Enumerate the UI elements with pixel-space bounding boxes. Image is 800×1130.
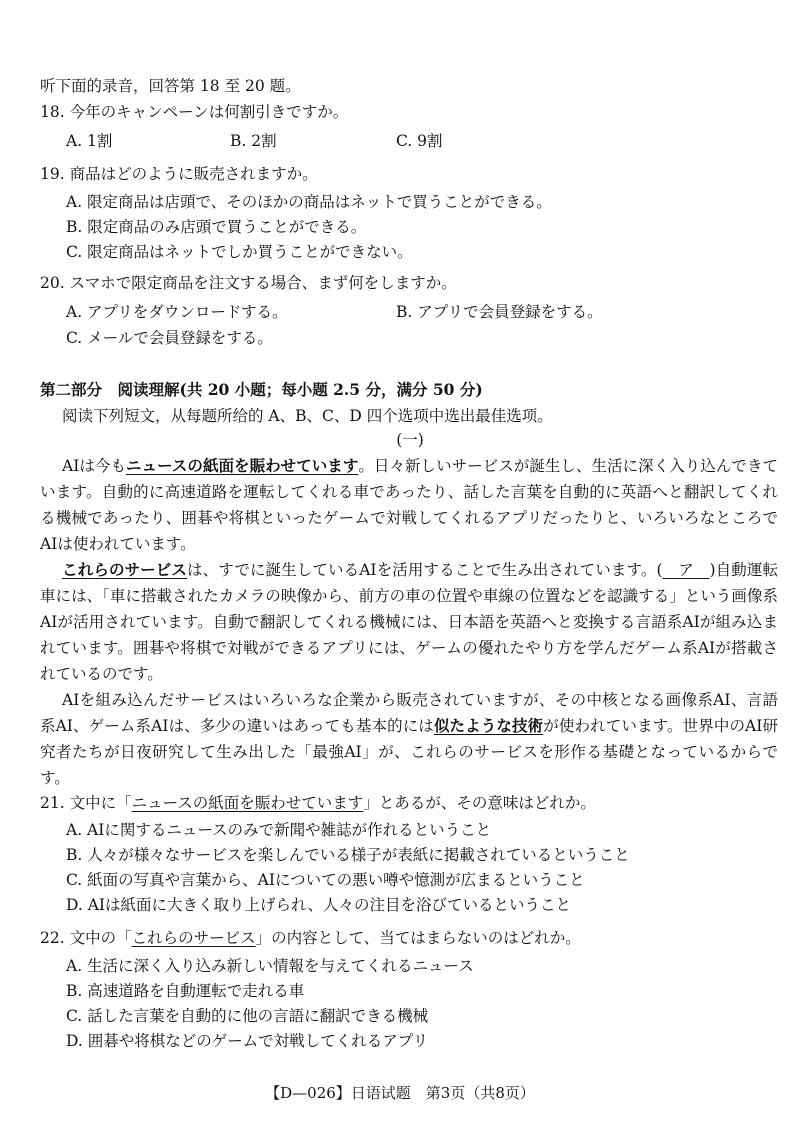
question-19-option-a: A. 限定商品は店頭で、そのほかの商品はネットで買うことができる。 <box>66 193 552 211</box>
paragraph-3-text-b: が使われています。世界中のAI研究者たちが日夜研究して生み出した「最強AI」が、これらのサービスを形作る基礎となっているからです。 <box>40 717 778 787</box>
question-20-option-a: A. アプリをダウンロードする。 <box>66 303 288 321</box>
question-19-option-b: B. 限定商品のみ店頭で買うことができる。 <box>66 218 367 236</box>
question-19-option-c: C. 限定商品はネットでしか買うことができない。 <box>66 243 413 261</box>
listening-instruction: 听下面的录音，回答第 18 至 20 题。 <box>40 77 301 95</box>
paragraph-1-text-b: 。日々新しいサービスが誕生し、生活に深く入り込んできています。自動的に高速道路を運転してくれる車であったり、話した言葉を自動的に英語へと翻訳してくれる機械であったり、囲碁や将棋といったゲームで対戦してくれるアプリだったりと、いろいろなところでAIは使われています。 <box>40 457 778 553</box>
question-18-option-b: B. 2割 <box>230 132 277 150</box>
question-21-stem-a: 21. 文中に「 <box>40 794 132 812</box>
question-22-stem <box>40 926 581 950</box>
question-21-option-c: C. 紙面の写真や言葉から、AIについての悪い噂や憶測が広まるということ <box>66 871 585 889</box>
passage-paragraph-2 <box>40 557 778 687</box>
question-22-stem-a: 22. 文中の「 <box>40 929 132 947</box>
paragraph-3-underlined: 似たような技術 <box>433 716 544 735</box>
question-20-option-b: B. アプリで会員登録をする。 <box>396 303 603 321</box>
passage-paragraph-1 <box>40 453 778 557</box>
reading-instruction: 阅读下列短文，从每题所给的 A、B、C、D 四个选项中选出最佳选项。 <box>62 407 553 425</box>
question-21-stem-b: 」とあるが、その意味はどれか。 <box>363 794 596 812</box>
paragraph-3-text-a: AIを組み込んだサービスはいろいろな企業から販売されていますが、その中核となる画像系AI、言語系AI、ゲーム系AIは、多少の違いはあっても基本的には <box>40 691 778 735</box>
paragraph-2-underlined: これらのサービス <box>62 560 188 579</box>
question-21-option-d: D. AIは紙面に大きく取り上げられ、人々の注目を浴びているということ <box>66 896 571 914</box>
question-22-option-c: C. 話した言葉を自動的に他の言語に翻訳できる機械 <box>66 1007 429 1025</box>
question-18-stem: 18. 今年のキャンペーンは何割引きですか。 <box>40 103 349 121</box>
passage-label: (一) <box>396 431 424 449</box>
paragraph-2-text-b: )自動運転車には、「車に搭載されたカメラの映像から、前方の車の位置や車線の位置などを認識する」という画像系AIが活用されています。自動で翻訳してくれる機械には、日本語を英語へと変換する言語系AIが組み込まれています。囲碁や将棋で対戦ができるアプリには、ゲームの優れたやり方を学んだゲーム系AIが搭載されているのです。 <box>40 561 778 683</box>
question-21-option-b: B. 人々が様々なサービスを楽しんでいる様子が表紙に掲載されているということ <box>66 846 630 864</box>
blank-a: ア <box>662 561 710 579</box>
question-22-stem-b: 」の内容として、当てはまらないのはどれか。 <box>255 929 581 947</box>
passage-paragraph-3 <box>40 687 778 791</box>
section-title: 第二部分 阅读理解(共 20 小题；每小题 2.5 分，满分 50 分) <box>40 380 483 399</box>
paragraph-2-text-a: は、すでに誕生しているAIを活用することで生み出されています。( <box>187 561 663 579</box>
question-20-stem: 20. スマホで限定商品を注文する場合、まず何をしますか。 <box>40 274 457 292</box>
question-20-option-c: C. メールで会員登録をする。 <box>66 329 273 347</box>
question-21-option-a: A. AIに関するニュースのみで新聞や雑誌が作れるということ <box>66 821 492 839</box>
question-22-option-d: D. 囲碁や将棋などのゲームで対戦してくれるアプリ <box>66 1032 429 1050</box>
paragraph-1-text-a: AIは今も <box>62 457 126 475</box>
question-22-option-b: B. 高速道路を自動運転で走れる車 <box>66 982 305 1000</box>
question-22-stem-underlined: これらのサービス <box>131 929 256 947</box>
question-19-stem: 19. 商品はどのように販売されますか。 <box>40 165 318 183</box>
paragraph-1-underlined: ニュースの紙面を賑わせています <box>126 456 359 475</box>
question-21-stem-underlined: ニュースの紙面を賑わせています <box>131 794 364 812</box>
question-22-option-a: A. 生活に深く入り込み新しい情報を与えてくれるニュース <box>66 957 474 975</box>
question-18-option-c: C. 9割 <box>396 132 443 150</box>
question-18-option-a: A. 1割 <box>66 132 113 150</box>
question-21-stem <box>40 791 596 815</box>
page-footer: 【D—026】日语试题 第3页（共8页） <box>265 1084 535 1102</box>
